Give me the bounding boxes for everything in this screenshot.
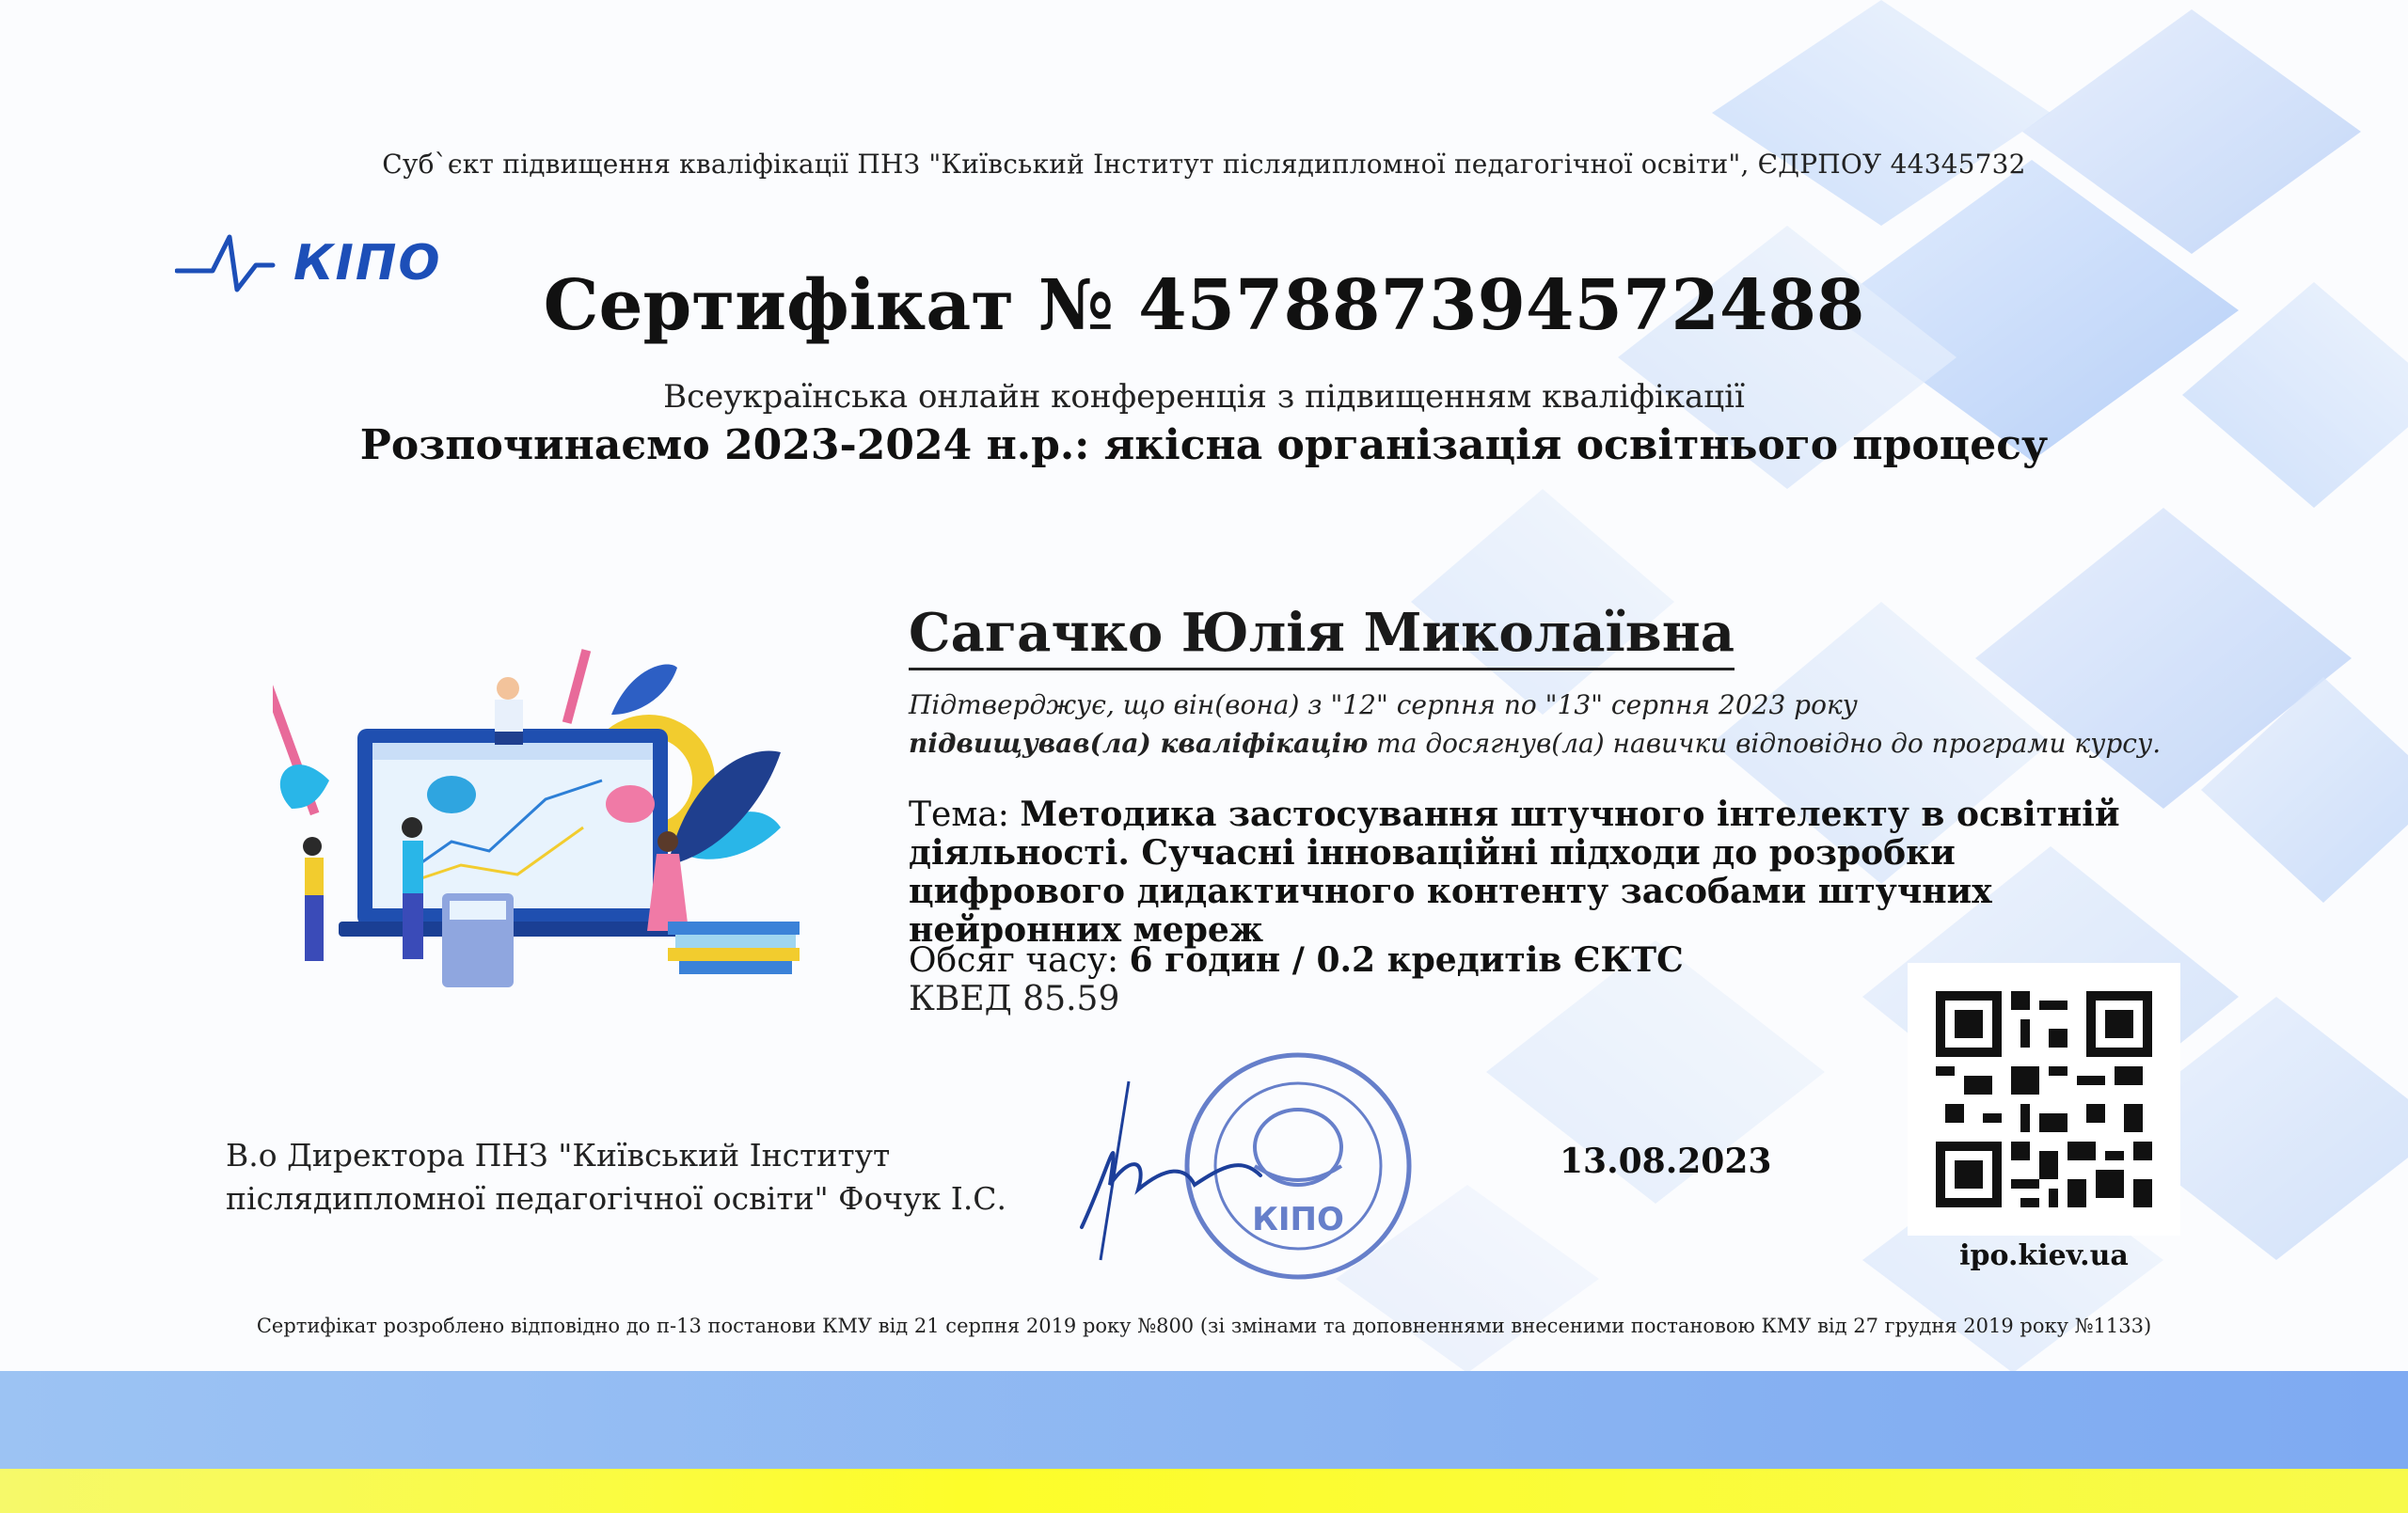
director-line-2: післядипломної педагогічної освіти" Фочук І.С.	[226, 1180, 1007, 1217]
confirmation-line-2	[909, 728, 2161, 759]
certificate-title: Сертифікат № 457887394572488	[543, 265, 1865, 346]
website-link[interactable]: ipo.kiev.ua	[1959, 1239, 2129, 1272]
official-stamp	[1072, 1025, 1430, 1307]
volume	[909, 940, 1684, 980]
conference-title: Розпочинаємо 2023-2024 н.р.: якісна організація освітнього процесу	[359, 421, 2049, 469]
qr-code-icon	[1908, 963, 2180, 1236]
topic	[909, 796, 2150, 950]
issuer-line: Суб`єкт підвищення кваліфікації ПНЗ "Київський Інститут післядипломної педагогічної освіти", ЄДРПОУ 44345732	[382, 149, 2026, 180]
conference-type: Всеукраїнська онлайн конференція з підвищенням кваліфікації	[663, 378, 1745, 416]
bottom-blue-band	[0, 1371, 2408, 1469]
topic-text: Методика застосування штучного інтелекту в освітній діяльності. Сучасні інноваційні підходи до розробки цифрового дидактичного контенту засобами штучних нейронних мереж	[909, 795, 2120, 950]
volume-value: 6 годин / 0.2 кредитів ЄКТС	[1129, 940, 1684, 980]
volume-label: Обсяг часу:	[909, 941, 1130, 980]
legal-note: Сертифікат розроблено відповідно до п-13 постанови КМУ від 21 серпня 2019 року №800 (зі змінами та доповненнями внесеними постановою КМУ від 27 грудня 2019 року №1133)	[256, 1315, 2152, 1337]
stamp-center-text: КІПО	[1252, 1201, 1344, 1238]
confirmation-bold: підвищував(ла) кваліфікацію	[909, 728, 1369, 759]
issue-date: 13.08.2023	[1560, 1142, 1772, 1181]
recipient-name: Сагачко Юлія Миколаївна	[909, 602, 1735, 670]
confirmation-line-1: Підтверджує, що він(вона) з "12" серпня по "13" серпня 2023 року	[909, 689, 1858, 720]
classroom-illustration	[273, 639, 818, 997]
logo-text: КІПО	[293, 235, 442, 292]
bottom-yellow-band	[0, 1469, 2408, 1513]
confirmation-rest: та досягнув(ла) навички відповідно до програми курсу.	[1368, 728, 2162, 759]
qr-code-box	[1908, 963, 2180, 1236]
topic-label: Тема:	[909, 796, 1021, 834]
kved-code: КВЕД 85.59	[909, 980, 1120, 1018]
director-line-1: В.о Директора ПНЗ "Київський Інститут	[226, 1137, 891, 1174]
director-signature-label	[226, 1134, 1006, 1221]
